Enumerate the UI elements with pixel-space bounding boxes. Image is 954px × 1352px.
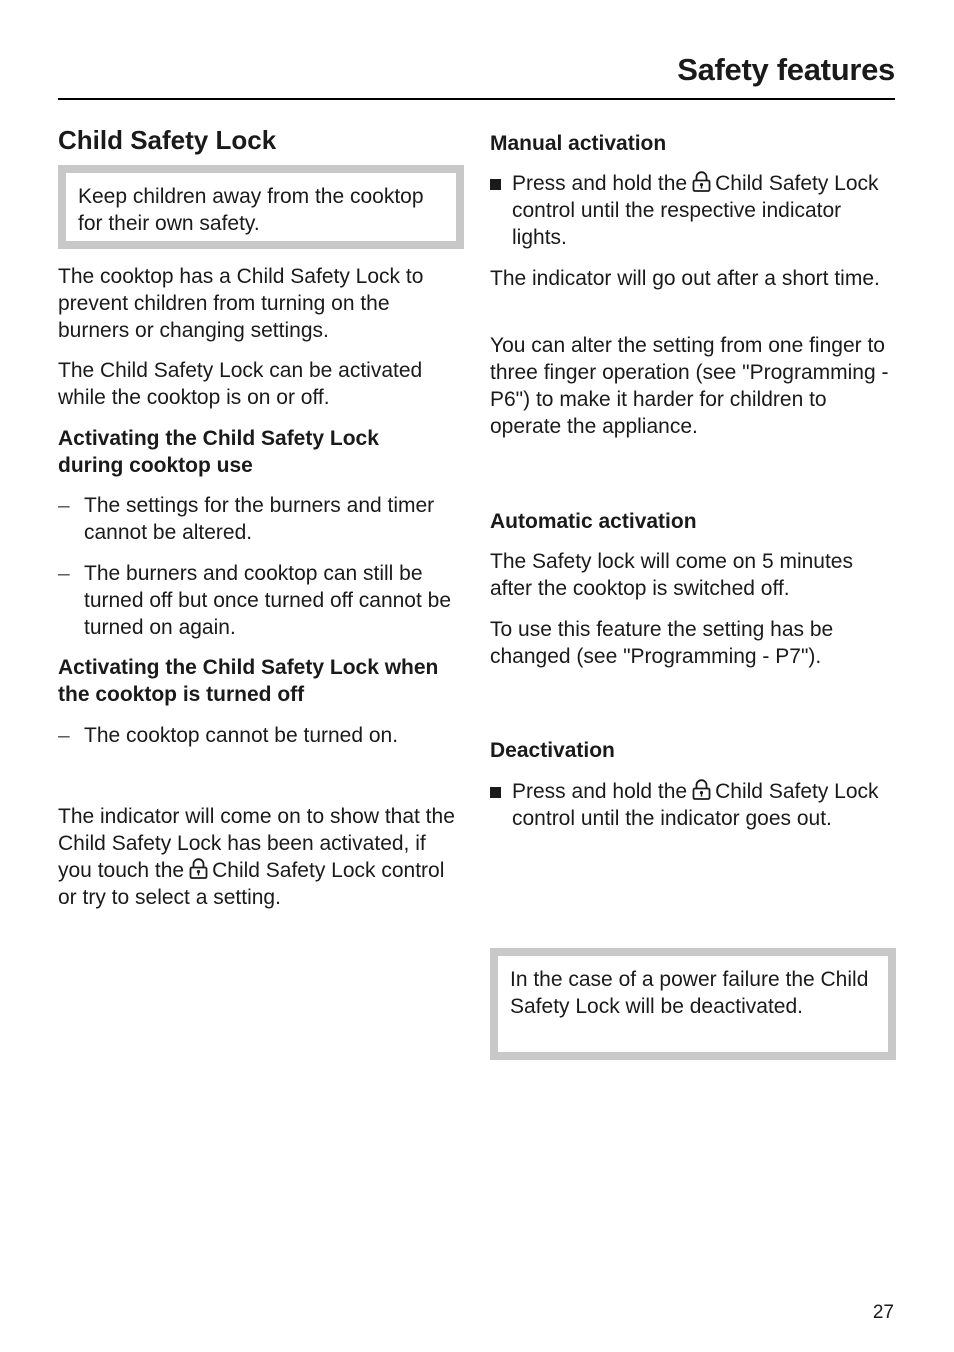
deactivation-step-end: Child Safety Lock control until the indicator goes out. — [512, 780, 879, 830]
warning-text: Keep children away from the cooktop for their own safety. — [78, 185, 424, 235]
square-bullet-icon — [490, 179, 501, 190]
automatic-activation-heading: Automatic activation — [490, 510, 697, 533]
automatic-paragraph-1: The Safety lock will come on 5 minutes after the cooktop is switched off. — [490, 550, 853, 600]
indicator-text-end: Child Safety Lock control or try to select a setting. — [58, 859, 445, 909]
manual-paragraph-1: The indicator will go out after a short time. — [490, 267, 880, 290]
heading-during-use: Activating the Child Safety Lock during cooktop use — [58, 427, 379, 477]
header-rule — [58, 98, 895, 100]
manual-step-start: Press and hold the — [512, 172, 688, 195]
dash-bullet: – — [58, 494, 70, 517]
indicator-text-start: The indicator will come on to show that the Child Safety Lock has been activated, if you touch the — [58, 805, 455, 882]
list-item — [58, 492, 463, 546]
lock-icon — [692, 779, 711, 800]
manual-paragraph-2: You can alter the setting from one finger to three finger operation (see "Programming - P6") to make it harder for children to operate the appliance. — [490, 334, 889, 438]
dash-bullet: – — [58, 562, 70, 585]
list-item — [490, 778, 890, 859]
intro-paragraph-2: The Child Safety Lock can be activated while the cooktop is on or off. — [58, 359, 423, 409]
page-header-title: Safety features — [677, 52, 895, 87]
list-item — [490, 170, 890, 251]
intro-paragraph-1: The cooktop has a Child Safety Lock to prevent children from turning on the burners or changing settings. — [58, 265, 424, 342]
manual-activation-heading: Manual activation — [490, 132, 667, 155]
square-bullet-icon — [490, 787, 501, 798]
automatic-paragraph-2: To use this feature the setting has be changed (see "Programming - P7"). — [490, 618, 834, 668]
indicator-paragraph — [58, 803, 458, 911]
lock-icon — [692, 171, 711, 192]
lock-icon — [189, 858, 208, 879]
section-title: Child Safety Lock — [58, 125, 277, 155]
deactivation-step-text — [512, 778, 890, 832]
power-failure-note-text: In the case of a power failure the Child Safety Lock will be deactivated. — [510, 968, 869, 1018]
heading-when-off: Activating the Child Safety Lock when the cooktop is turned off — [58, 656, 439, 706]
list-item — [58, 560, 463, 641]
list-item-text: The settings for the burners and timer cannot be altered. — [84, 494, 435, 544]
dash-bullet: – — [58, 724, 70, 747]
page-number: 27 — [872, 1302, 894, 1323]
warning-box — [58, 165, 464, 249]
deactivation-step-start: Press and hold the — [512, 780, 688, 803]
list-item-text: The burners and cooktop can still be turned off but once turned off cannot be turned on again. — [84, 562, 452, 639]
power-failure-note-box — [490, 948, 896, 1060]
list-item — [58, 722, 463, 749]
list-item-text: The cooktop cannot be turned on. — [84, 724, 399, 747]
manual-step-end: Child Safety Lock control until the respective indicator lights. — [512, 172, 879, 249]
deactivation-heading: Deactivation — [490, 739, 615, 762]
manual-step-text — [512, 170, 890, 251]
